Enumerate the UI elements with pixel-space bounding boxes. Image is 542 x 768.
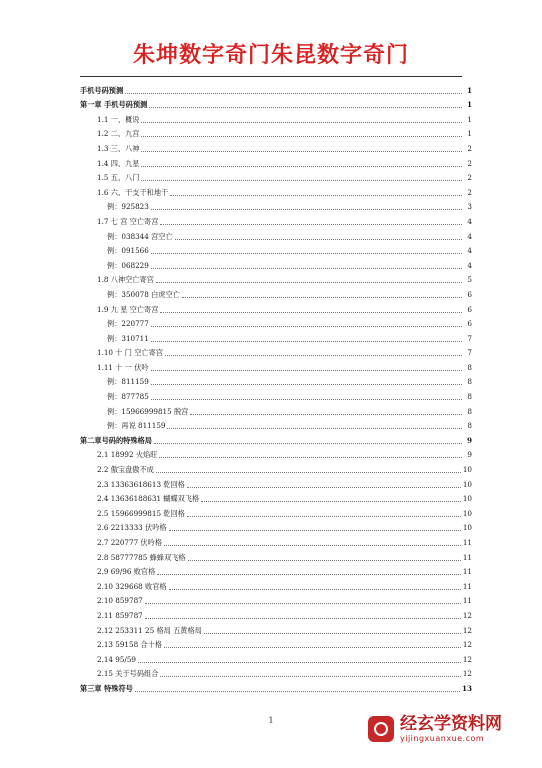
toc-entry-page: 6: [467, 319, 472, 329]
title-divider: [80, 76, 462, 77]
toc-entry-text: 例：091566: [107, 246, 149, 256]
toc-entry[interactable]: [80, 503, 472, 518]
toc-leader-dots: [190, 405, 462, 415]
toc-entry-page: 8: [467, 406, 472, 416]
toc-entry[interactable]: [80, 182, 472, 197]
toc-entry-text: 2.14 95/59: [97, 654, 137, 664]
toc-entry[interactable]: [80, 124, 472, 139]
toc-entry-text: 1.6 六、干支干和地干: [97, 187, 169, 197]
toc-entry-text: 1.2 二、九宫: [97, 129, 140, 139]
toc-leader-dots: [145, 594, 461, 604]
toc-entry-text: 2.4 13636188631 蝴蝶双飞格: [97, 494, 200, 504]
toc-entry-page: 11: [462, 538, 472, 547]
toc-entry-text: 2.6 2213333 伏吟格: [97, 523, 167, 533]
watermark: [368, 708, 528, 750]
toc-entry-page: 10: [462, 508, 472, 518]
toc-entry-text: 2.9 69/96 败官格: [97, 567, 156, 577]
toc-entry-text: 1.3 三、八神: [97, 143, 140, 153]
toc-entry-page: 5: [467, 275, 472, 285]
toc-entry[interactable]: [80, 95, 472, 110]
toc-entry-page: 8: [467, 421, 472, 431]
toc-entry-page: 4: [467, 216, 472, 226]
toc-entry-text: 1.9 九 星 空亡寄宫: [97, 304, 159, 314]
toc-leader-dots: [141, 113, 462, 123]
page-number: 1: [268, 716, 274, 725]
toc-leader-dots: [164, 536, 461, 546]
toc-leader-dots: [145, 609, 461, 619]
toc-entry[interactable]: [80, 547, 472, 562]
toc-leader-dots: [156, 273, 462, 283]
toc-entry[interactable]: [80, 459, 472, 474]
toc-entry-text: 1.1 一、概说: [97, 114, 140, 124]
toc-leader-dots: [165, 346, 462, 356]
toc-entry[interactable]: [80, 401, 472, 416]
toc-leader-dots: [151, 361, 462, 371]
toc-entry-page: 9: [467, 450, 472, 460]
toc-leader-dots: [125, 84, 462, 94]
toc-leader-dots: [156, 463, 461, 473]
toc-entry[interactable]: [80, 591, 472, 606]
toc-leader-dots: [188, 551, 461, 561]
toc-entry-text: 2.15 关于号码组合: [97, 669, 159, 679]
toc-entry-text: 例：925823: [107, 202, 149, 212]
toc-entry-text: 手机号码预测: [80, 85, 124, 95]
toc-entry[interactable]: [80, 430, 472, 445]
toc-entry[interactable]: [80, 299, 472, 314]
toc-leader-dots: [187, 507, 461, 517]
toc-leader-dots: [135, 682, 460, 692]
toc-entry-text: 1.11 十 一 伏吟: [97, 362, 149, 372]
toc-entry[interactable]: [80, 138, 472, 153]
toc-leader-dots: [151, 259, 462, 269]
toc-entry-page: 10: [462, 523, 472, 533]
toc-entry-page: 12: [462, 625, 472, 635]
toc-entry[interactable]: [80, 255, 472, 270]
watermark-name: 经玄学资料网: [400, 714, 502, 734]
toc-entry-page: 8: [467, 362, 472, 372]
toc-entry-page: 4: [467, 246, 472, 256]
toc-entry-text: 例：再说 811159: [107, 421, 166, 431]
toc-entry-page: 6: [467, 289, 472, 299]
toc-entry[interactable]: [80, 678, 472, 693]
toc-leader-dots: [159, 448, 462, 458]
toc-entry-page: 11: [462, 596, 472, 606]
toc-entry-page: 10: [462, 494, 472, 504]
toc-entry-text: 2.1 18992 火焰旺: [97, 450, 158, 460]
toc-entry[interactable]: [80, 226, 472, 241]
toc-entry-page: 10: [462, 465, 472, 475]
toc-entry[interactable]: [80, 343, 472, 358]
toc-entry[interactable]: [80, 241, 472, 256]
toc-entry-page: 9: [466, 435, 472, 445]
document-title: 朱坤数字奇门朱昆数字奇门: [132, 43, 409, 68]
toc-entry[interactable]: [80, 270, 472, 285]
toc-entry[interactable]: [80, 284, 472, 299]
toc-entry[interactable]: [80, 211, 472, 226]
toc-leader-dots: [151, 244, 462, 254]
toc-entry-text: 2.7 220777 伏吟格: [97, 538, 163, 547]
watermark-logo-icon: [368, 716, 394, 742]
toc-entry-text: 例：038344 宫空亡: [107, 231, 173, 241]
toc-entry-page: 6: [467, 304, 472, 314]
toc-entry[interactable]: [80, 445, 472, 460]
toc-entry-text: 例：811159: [107, 377, 149, 387]
toc-entry[interactable]: [80, 518, 472, 533]
toc-entry[interactable]: [80, 489, 472, 504]
toc-entry[interactable]: [80, 197, 472, 212]
toc-entry-page: 13: [461, 683, 472, 693]
toc-entry-text: 2.10 859787: [97, 596, 143, 606]
toc-leader-dots: [170, 186, 462, 196]
toc-entry-text: 例：877785: [107, 392, 149, 402]
toc-entry-page: 2: [467, 187, 472, 197]
toc-entry[interactable]: [80, 109, 472, 124]
toc-entry-text: 2.8 58777785 蜂蜂双飞格: [97, 552, 186, 562]
watermark-domain: yijingxuanxue.com: [400, 734, 485, 743]
toc-entry-page: 12: [462, 610, 472, 620]
toc-entry-page: 3: [467, 202, 472, 212]
toc-entry-text: 2.13 59158 合十格: [97, 640, 163, 650]
toc-leader-dots: [167, 419, 462, 429]
toc-leader-dots: [204, 624, 461, 634]
toc-entry[interactable]: [80, 314, 472, 329]
toc-entry-text: 例：350078 白虎空亡: [107, 289, 180, 299]
toc-entry-text: 2.11 859787: [97, 610, 143, 620]
toc-leader-dots: [154, 434, 462, 444]
toc-entry-page: 12: [462, 654, 472, 664]
toc-entry-text: 第一章 手机号码预测: [80, 100, 148, 110]
toc-entry-text: 1.8 八神空亡寄宫: [97, 275, 154, 285]
toc-leader-dots: [141, 142, 462, 152]
toc-leader-dots: [160, 303, 462, 313]
toc-leader-dots: [164, 638, 461, 648]
toc-leader-dots: [160, 667, 460, 677]
toc-entry-page: 11: [462, 581, 472, 591]
toc-entry-page: 1: [466, 100, 472, 110]
toc-leader-dots: [157, 565, 461, 575]
toc-entry-text: 1.7 七 宫 空亡寄宫: [97, 216, 159, 226]
toc-entry[interactable]: [80, 153, 472, 168]
toc-entry[interactable]: [80, 576, 472, 591]
toc-entry-page: 2: [467, 173, 472, 183]
toc-entry-page: 12: [462, 669, 472, 679]
toc-entry[interactable]: [80, 168, 472, 183]
toc-entry-page: 1: [467, 114, 472, 124]
toc-leader-dots: [160, 215, 462, 225]
toc-leader-dots: [182, 288, 462, 298]
toc-leader-dots: [151, 317, 462, 327]
toc-leader-dots: [149, 98, 462, 108]
toc-entry[interactable]: [80, 416, 472, 431]
toc-leader-dots: [138, 653, 461, 663]
toc-leader-dots: [151, 332, 462, 342]
toc-entry[interactable]: [80, 664, 472, 679]
toc-entry-text: 1.4 四、九星: [97, 158, 140, 168]
toc-leader-dots: [169, 580, 461, 590]
toc-entry-text: 例：220777: [107, 319, 149, 329]
toc-entry-page: 4: [467, 231, 472, 241]
toc-entry[interactable]: [80, 372, 472, 387]
toc-entry-page: 8: [467, 377, 472, 387]
toc-entry-text: 例：15966999815 脱宫: [107, 406, 189, 416]
toc-entry-page: 10: [462, 479, 472, 489]
toc-entry-text: 1.5 五、八门: [97, 173, 140, 183]
toc-entry[interactable]: [80, 474, 472, 489]
toc-entry-page: 1: [466, 85, 472, 95]
toc-entry-text: 例：068229: [107, 260, 149, 270]
toc-entry[interactable]: [80, 80, 472, 95]
toc-entry-page: 2: [467, 143, 472, 153]
toc-entry[interactable]: [80, 562, 472, 577]
toc-entry-page: 4: [467, 260, 472, 270]
toc-entry-page: 11: [462, 567, 472, 577]
toc-leader-dots: [201, 492, 461, 502]
toc-entry[interactable]: [80, 605, 472, 620]
toc-entry-text: 2.2 傲宝盘傲不成: [97, 465, 154, 475]
toc-entry-page: 7: [467, 348, 472, 358]
toc-entry-text: 1.10 十 门 空亡寄宫: [97, 348, 163, 358]
toc-leader-dots: [151, 375, 462, 385]
toc-leader-dots: [141, 171, 462, 181]
toc-entry-page: 12: [462, 640, 472, 650]
toc-leader-dots: [151, 200, 462, 210]
toc-entry[interactable]: [80, 357, 472, 372]
table-of-contents: [80, 80, 472, 693]
toc-entry-text: 2.3 13363618613 乾回格: [97, 479, 185, 489]
toc-entry[interactable]: [80, 649, 472, 664]
toc-leader-dots: [141, 127, 462, 137]
toc-entry-page: 2: [467, 158, 472, 168]
toc-entry[interactable]: [80, 328, 472, 343]
toc-entry[interactable]: [80, 635, 472, 650]
toc-leader-dots: [141, 157, 462, 167]
toc-leader-dots: [151, 390, 462, 400]
toc-entry-text: 2.12 253311 25 格局 五黄格局: [97, 625, 202, 635]
toc-leader-dots: [175, 230, 462, 240]
toc-entry-text: 例：310711: [107, 333, 149, 343]
toc-entry[interactable]: [80, 620, 472, 635]
toc-entry-text: 第二章号码的特殊格局: [80, 435, 152, 445]
toc-entry[interactable]: [80, 386, 472, 401]
toc-entry-text: 2.10 329668 败官格: [97, 581, 167, 591]
toc-entry-page: 1: [467, 129, 472, 139]
toc-entry-page: 7: [467, 333, 472, 343]
toc-entry-page: 8: [467, 392, 472, 402]
toc-entry-text: 2.5 15966999815 乾回格: [97, 508, 185, 518]
toc-entry-text: 第三章 特殊符号: [80, 683, 133, 693]
toc-entry[interactable]: [80, 532, 472, 547]
toc-entry-page: 11: [462, 552, 472, 562]
toc-leader-dots: [187, 478, 461, 488]
toc-leader-dots: [169, 521, 461, 531]
